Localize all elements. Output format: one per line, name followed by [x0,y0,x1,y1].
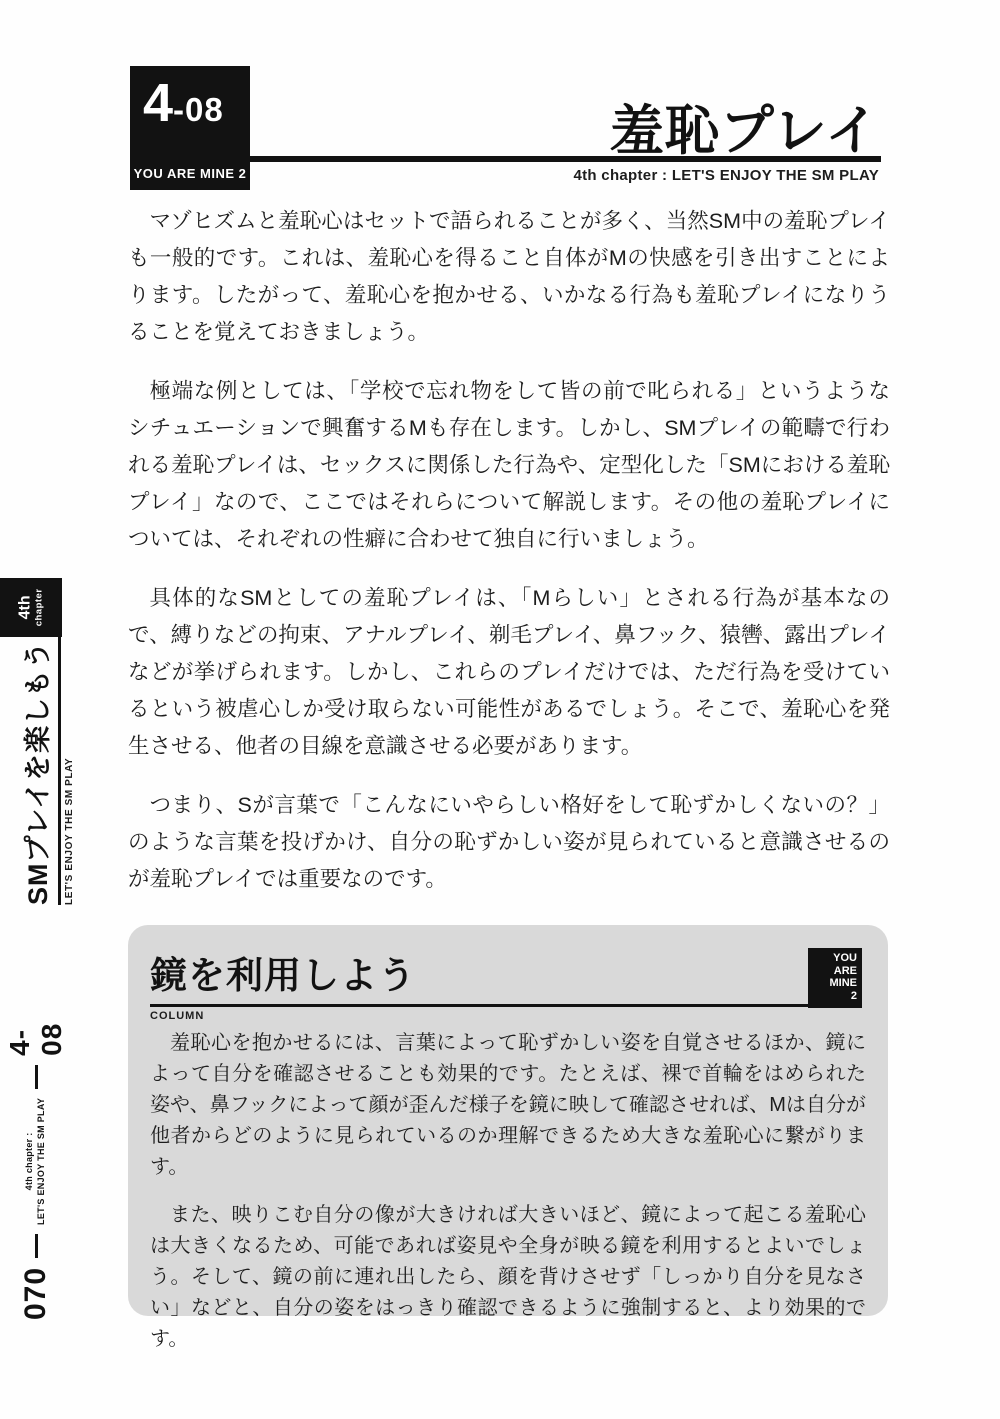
chapter-title-strip [16,637,75,905]
chapter-title-jp: SMプレイを楽しもう [16,637,61,905]
series-badge [808,948,862,1008]
column-label: COLUMN [150,1010,205,1022]
chapter-tab-text [18,589,45,627]
body-paragraph: 具体的なSMとしての羞恥プレイは、「Mらしい」とされる行為が基本なので、縛りなどの拘束、アナルプレイ、剃毛プレイ、鼻フック、猿轡、露出プレイなどが挙げられます。しかし、これらのプレイだけでは、ただ行為を受けているという被虐心しか受け取らない可能性があるでしょう。そこで、羞恥心を発生させる、他者の目線を意識させる必要があります。 [128,586,890,758]
chapter-title-en: LET'S ENJOY THE SM PLAY [64,757,75,905]
series-badge-line: YOU [833,952,857,964]
footer-divider [35,1065,38,1089]
footer-section-number: 4-08 [4,1022,67,1056]
main-text [128,203,890,920]
column-paragraph: また、映りこむ自分の像が大きければ大きいほど、鏡によって起こる羞恥心は大きくなるため、可能であれば姿見や全身が映る鏡を利用するとよいでしょう。そして、鏡の前に連れ出したら、顔を背けさせず「しっかり自分を見なさい」などと、自分の姿をはっきり確認できるように強制すると、より効果的です。 [150,1204,866,1350]
page-number: 070 [19,1266,52,1320]
section-number-main: 4 [143,73,174,133]
series-label: YOU ARE MINE 2 [133,166,247,181]
column-panel [128,925,888,1350]
section-number-box [130,66,250,190]
footer-chapter-line1: 4th chapter : [24,1132,35,1191]
section-number-sub: -08 [173,91,224,128]
body-paragraph: マゾヒズムと羞恥心はセットで語られることが多く、当然SM中の羞恥プレイも一般的です。これは、羞恥心を得ること自体がMの快感を引き出すことによります。したがって、羞恥心を抱かせる、いかなる行為も羞恥プレイになりうることを覚えておきましょう。 [128,209,890,344]
section-number [143,72,224,134]
footer-chapter-label [24,1098,47,1225]
column-header [150,945,808,1022]
column-text [150,1028,866,1372]
footer-chapter-line2: LET'S ENJOY THE SM PLAY [36,1097,46,1225]
body-paragraph: つまり、Sが言葉で「こんなにいやらしい格好をして恥ずかしくないの？」のような言葉を投げかけ、自分の恥ずかしい姿が見られていると意識させるのが羞恥プレイでは重要なのです。 [128,793,890,891]
column-paragraph: 羞恥心を抱かせるには、言葉によって恥ずかしい姿を自覚させるほか、鏡によって自分を確認させることも効果的です。たとえば、裸で首輪をはめられた姿や、鼻フックによって顔が歪んだ様子を鏡に映して確認させれば、Mは自分が他者からどのように見られているのか理解できるため大きな羞恥心に繋がります。 [150,1032,866,1178]
page-subtitle: 4th chapter : LET'S ENJOY THE SM PLAY [573,167,879,184]
body-paragraph: 極端な例としては、「学校で忘れ物をして皆の前で叱られる」というようなシチュエーションで興奮するMも存在します。しかし、SMプレイの範疇で行われる羞恥プレイは、セックスに関係した行為や、定型化した「SMにおける羞恥プレイ」なので、ここではそれらについて解説します。その他の羞恥プレイについては、それぞれの性癖に合わせて独自に行いましょう。 [128,379,890,551]
chapter-tab-number: 4th [16,595,34,620]
footer-divider [35,1234,38,1258]
chapter-tab-word: chapter [33,588,45,627]
series-badge-line: MINE [829,977,857,989]
series-badge-line: 2 [850,989,857,1002]
chapter-tab [0,578,62,637]
page-footer-strip [4,1020,67,1320]
page-title: 羞恥プレイ [609,101,880,161]
column-title: 鏡を利用しよう [150,945,808,1007]
series-badge-line: ARE [833,964,857,977]
